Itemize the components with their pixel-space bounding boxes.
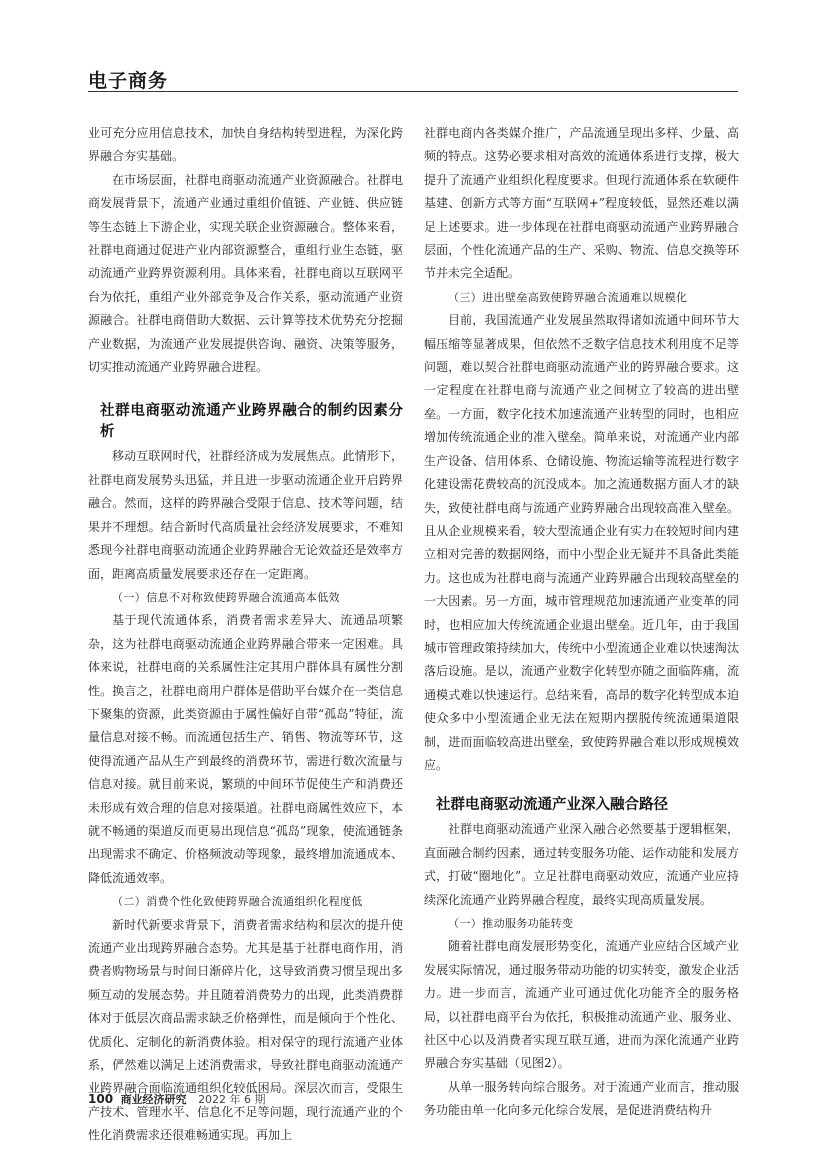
paragraph: 新时代新要求背景下，消费者需求结构和层次的提升使流通产业出现跨界融合态势。尤其是基于社群电商作用，消费者购物场景与时间日渐碎片化，这导致消费习惯呈现出多频互动的发展态势。并且随着消费势力的出现，此类消费群体对于低层次商品需求缺乏价格弹性，而是倾向于个性化、优质化、定制化的新消费体验。相对保守的现行流通产业体系，俨然难以满足上述消费需求，导致社群电商驱动流通产业跨界融合面临流通组织化较低困局。深层次而言，受限生产技术、管理水平、信息化不足等问题，现行流通产业的个性化消费需求还很难畅通实现。再加上: [88, 917, 403, 1143]
header-divider: [88, 91, 738, 92]
paragraph: 目前，我国流通产业发展虽然取得诸如流通中间环节大幅压缩等显著成果，但依然不乏数字信息技术利用度不足等问题，难以契合社群电商驱动流通产业的跨界融合要求。这一定程度在社群电商与流通产业之间树立了较高的进出壁垒。一方面，数字化技术加速流通产业转型的同时，也相应增加传统流通企业的准入壁垒。简单来说，对流通产业内部生产设备、信用体系、仓储设施、物流运输等流程进行数字化建设需花费较高的沉没成本。加之流通数据方面人才的缺失，致使社群电商与流通产业跨界融合出现较高准入壁垒。且从企业规模来看，较大型流通企业有实力在较短时间内建立相对完善的数据网络，而中小型企业无疑并不具备此类能力。这也成为社群电商与流通产业跨界融合出现较高壁垒的一大因素。另一方面，城市管理规范加速流通产业变革的同时，也相应加大传统流通企业退出壁垒。近几年，由于我国城市管理政策持续加大，传统中小型流通企业难以快速淘汰落后设施。是以，流通产业数字化转型亦随之面临阵痛，流通模式难以快速运行。总结来看，高昂的数字化转型成本迫使众多中小型流通企业无法在短期内摆脱传统流通渠道限制，进而面临较高进出壁垒，致使跨界融合难以形成规模效应。: [424, 313, 739, 772]
right-column: [424, 122, 739, 1123]
issue-label: 2022 年 6 期: [198, 1093, 266, 1106]
paragraph: 随着社群电商发展形势变化，流通产业应结合区域产业发展实际情况，通过服务带动功能的切实转变，激发企业活力。进一步而言，流通产业可通过优化功能齐全的服务格局，以社群电商平台为依托，积极推动流通产业、服务业、社区中心以及消费者实现互联互通，进而为深化流通产业跨界融合夯实基础（见图2）。: [424, 939, 739, 1071]
paragraph: 移动互联网时代，社群经济成为发展焦点。此情形下，社群电商发展势头迅猛，并且进一步驱动流通企业开启跨界融合。然而，这样的跨界融合受限于信息、技术等问题，结果并不理想。结合新时代高质量社会经济发展要求，不难知悉现今社群电商驱动流通企业跨界融合无论效益还是效率方面，距离高质量发展要求还存在一定距离。: [88, 449, 403, 581]
section-heading-path: 社群电商驱动流通产业深入融合路径: [436, 797, 668, 814]
paragraph: 社群电商驱动流通产业深入融合必然要基于逻辑框架，直面融合制约因素，通过转变服务功能、运作动能和发展方式，打破“圈地化”。立足社群电商驱动效应，流通产业应持续深化流通产业跨界融合程度，最终实现高质量发展。: [424, 822, 739, 907]
subheading: （二）消费个性化致使跨界融合流通组织化程度低: [112, 895, 363, 909]
subheading: （一）推动服务功能转变: [448, 917, 574, 930]
paragraph: 从单一服务转向综合服务。对于流通产业而言，推动服务功能由单一化向多元化综合发展，是促进消费结构升: [424, 1079, 739, 1118]
subheading: （一）信息不对称致使跨界融合流通高本低效: [112, 590, 340, 604]
paragraph: 在市场层面，社群电商驱动流通产业资源融合。社群电商发展背景下，流通产业通过重组价值链、产业链、供应链等生态链上下游企业，实现关联企业资源融合。整体来看，社群电商通过促进产业内部资源整合，重组行业生态链，驱动流通产业跨界资源利用。具体来看，社群电商以互联网平台为依托，重组产业外部竞争及合作关系，驱动流通产业资源融合。社群电商借助大数据、云计算等技术优势充分挖掘产业数据，为流通产业发展提供咨询、融资、决策等服务，切实推动流通产业跨界融合进程。: [88, 172, 403, 375]
paragraph: 业可充分应用信息技术，加快自身结构转型进程，为深化跨界融合夯实基础。: [88, 126, 403, 164]
journal-name: 商业经济研究: [120, 1093, 187, 1106]
left-column: [88, 122, 403, 1148]
section-title: 电子商务: [88, 70, 169, 92]
section-heading-constraints: 社群电商驱动流通产业跨界融合的制约因素分析: [100, 403, 403, 441]
paragraph: 基于现代流通体系，消费者需求差异大、流通品项繁杂，这为社群电商驱动流通企业跨界融合带来一定困难。具体来说，社群电商的关系属性注定其用户群体具有属性分割性。换言之，社群电商用户群体是借助平台媒介在一类信息下聚集的资源，此类资源由于属性偏好自带“孤岛”特征，流量信息对接不畅。而流通包括生产、销售、物流等环节，这使得流通产品从生产到最终的消费环节，需进行数次流量与信息对接。就目前来说，繁琐的中间环节促使生产和消费还未形成有效合理的信息对接渠道。社群电商属性效应下，本就不畅通的渠道反而更易出现信息“孤岛”现象，使流通链条出现需求不确定、价格频波动等现象，最终增加流通成本、降低流通效率。: [88, 613, 403, 885]
spacer: [424, 777, 739, 795]
paragraph: 社群电商内各类媒介推广，产品流通呈现出多样、少量、高频的特点。这势必要求相对高效的流通体系进行支撑，极大提升了流通产业组织化程度要求。但现行流通体系在软硬件基建、创新方式等方面“互联网+”程度较低，显然还难以满足上述要求。进一步体现在社群电商驱动流通产业跨界融合层面，个性化流通产品的生产、采购、物流、信息交换等环节并未完全适配。: [424, 126, 739, 281]
spacer: [88, 379, 403, 401]
page-footer: [88, 1091, 266, 1107]
subheading: （三）进出壁垒高致使跨界融合流通难以规模化: [448, 290, 688, 304]
page-number: 100: [88, 1092, 114, 1106]
